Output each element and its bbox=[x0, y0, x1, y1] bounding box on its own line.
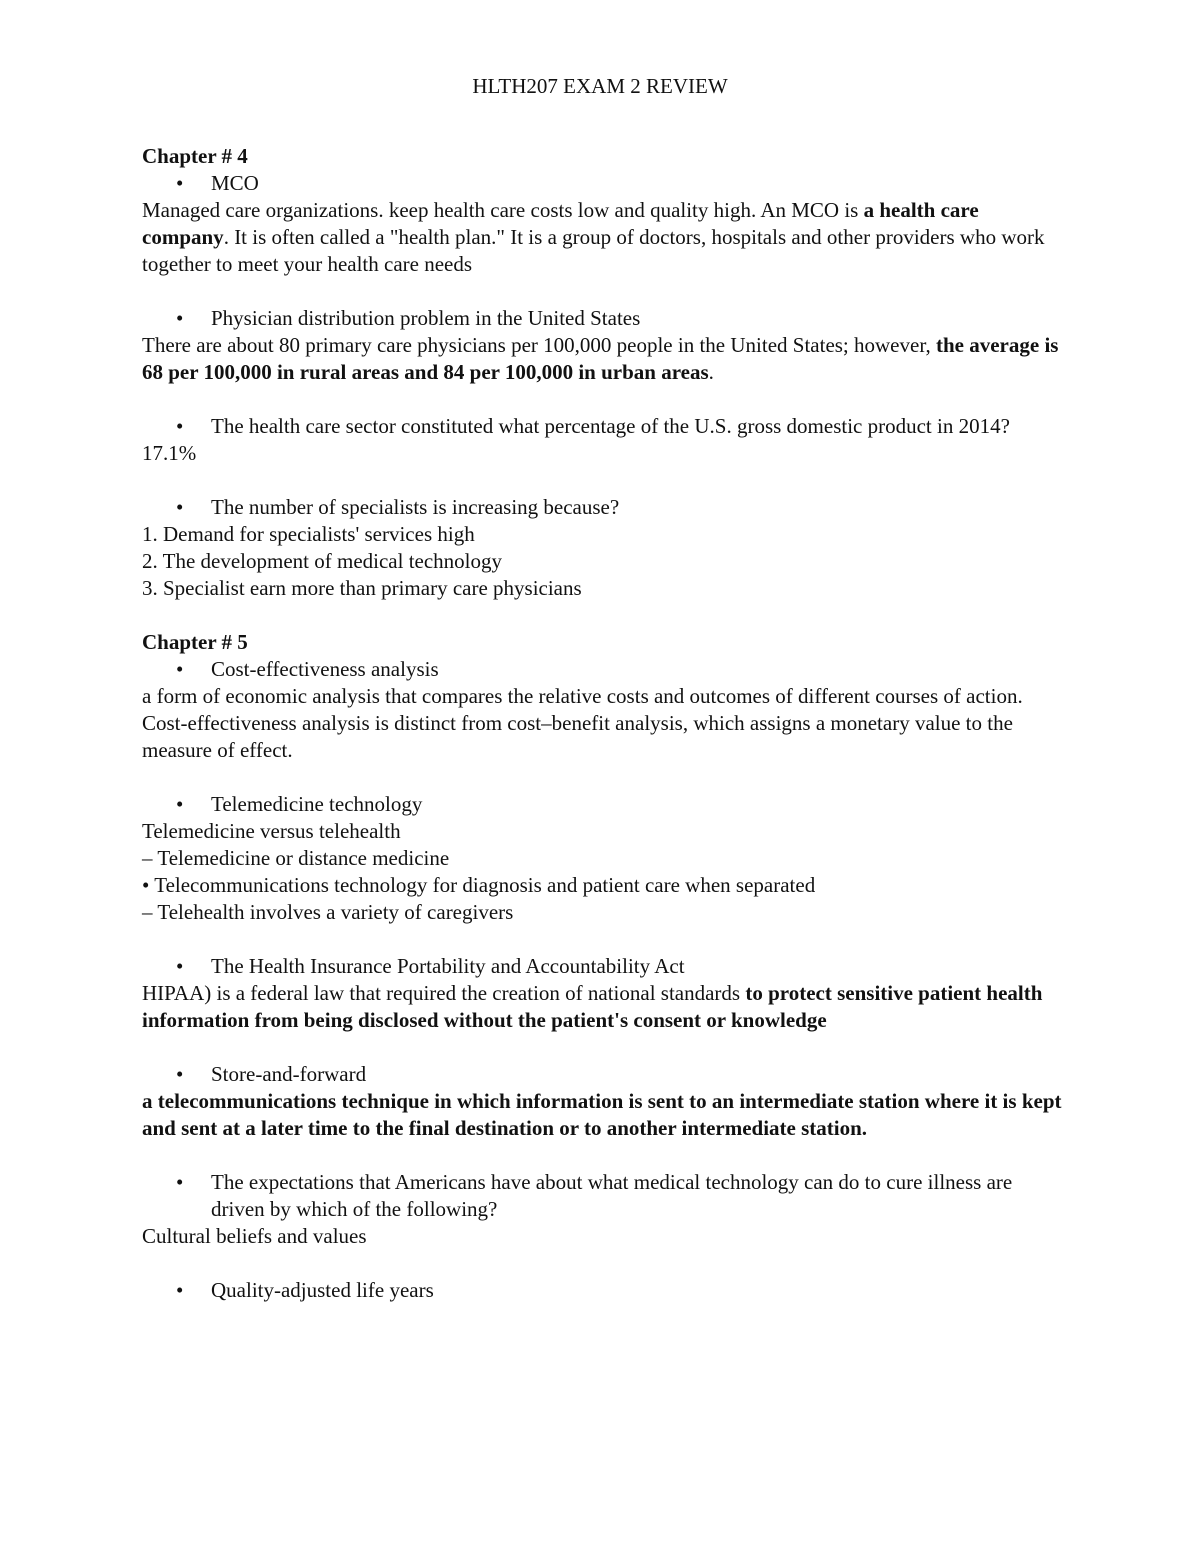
para-text: . It is often called a "health plan." It is a group of doctors, hospitals and other providers who work together to meet your health care needs bbox=[142, 225, 1045, 276]
physician-distribution-answer bbox=[142, 332, 1062, 386]
para-text: There are about 80 primary care physicians per 100,000 people in the United States; however, bbox=[142, 333, 936, 357]
bullet-text: Telemedicine technology bbox=[211, 792, 423, 816]
para-bold: the average is 68 per 100,000 in rural areas and 84 per 100,000 in urban areas bbox=[142, 333, 1059, 384]
bullet-dot: • bbox=[176, 414, 184, 438]
bullet-text: Quality-adjusted life years bbox=[211, 1278, 434, 1302]
bullet-item-qaly bbox=[142, 1277, 1062, 1304]
bullet-dot: • bbox=[176, 306, 184, 330]
bullet-item-mco bbox=[142, 170, 1062, 197]
bullet-dot: • bbox=[176, 792, 184, 816]
bullet-item-gdp bbox=[142, 413, 1062, 440]
bullet-item-store-and-forward bbox=[142, 1061, 1062, 1088]
hipaa-definition bbox=[142, 980, 1062, 1034]
bullet-text: The health care sector constituted what percentage of the U.S. gross domestic product in 2014? bbox=[211, 414, 1010, 438]
para-text: HIPAA) is a federal law that required the creation of national standards bbox=[142, 981, 746, 1005]
bullet-text: Physician distribution problem in the United States bbox=[211, 306, 641, 330]
bullet-text: MCO bbox=[211, 171, 259, 195]
bullet-dot: • bbox=[176, 1062, 184, 1086]
telemedicine-line: Telemedicine versus telehealth bbox=[142, 819, 401, 843]
cost-effectiveness-definition: a form of economic analysis that compares the relative costs and outcomes of different courses of action. Cost-effectiveness analysis is distinct from cost–benefit analysis, which assigns a monetary value to the measure of effect. bbox=[142, 684, 1023, 762]
bullet-dot: • bbox=[176, 1278, 184, 1302]
document-body bbox=[142, 143, 1062, 1304]
telemedicine-line: – Telemedicine or distance medicine bbox=[142, 846, 450, 870]
telemedicine-line: • Telecommunications technology for diagnosis and patient care when separated bbox=[142, 873, 816, 897]
bullet-text: The expectations that Americans have about what medical technology can do to cure illness are driven by which of the following? bbox=[211, 1170, 1013, 1221]
bullet-item-cost-effectiveness bbox=[142, 656, 1062, 683]
bullet-item-telemedicine bbox=[142, 791, 1062, 818]
bullet-text: Store-and-forward bbox=[211, 1062, 367, 1086]
bullet-dot: • bbox=[176, 495, 184, 519]
gdp-answer: 17.1% bbox=[142, 441, 197, 465]
bullet-dot: • bbox=[176, 954, 184, 978]
mco-definition bbox=[142, 197, 1062, 278]
specialists-reason: 2. The development of medical technology bbox=[142, 549, 503, 573]
bullet-item-specialists bbox=[142, 494, 1062, 521]
para-bold: a telecommunications technique in which information is sent to an intermediate station where it is kept and sent at a later time to the final destination or to another intermediate station. bbox=[142, 1089, 1062, 1140]
bullet-dot: • bbox=[176, 1170, 184, 1194]
para-text: Managed care organizations. keep health care costs low and quality high. An MCO is bbox=[142, 198, 864, 222]
store-and-forward-definition bbox=[142, 1088, 1062, 1142]
bullet-item-physician-distribution bbox=[142, 305, 1062, 332]
bullet-text: Cost-effectiveness analysis bbox=[211, 657, 439, 681]
document-title: HLTH207 EXAM 2 REVIEW bbox=[472, 74, 728, 98]
bullet-text: The Health Insurance Portability and Accountability Act bbox=[211, 954, 685, 978]
bullet-item-hipaa bbox=[142, 953, 1062, 980]
bullet-dot: • bbox=[176, 657, 184, 681]
specialists-reason: 1. Demand for specialists' services high bbox=[142, 522, 475, 546]
telemedicine-line: – Telehealth involves a variety of caregivers bbox=[142, 900, 514, 924]
para-bold: to protect sensitive patient health information from being disclosed without the patient's consent or knowledge bbox=[142, 981, 1043, 1032]
para-text: . bbox=[708, 360, 714, 384]
bullet-item-expectations bbox=[142, 1169, 1062, 1223]
bullet-text: The number of specialists is increasing because? bbox=[211, 495, 620, 519]
specialists-reason: 3. Specialist earn more than primary care physicians bbox=[142, 576, 582, 600]
para-bold: a health care company bbox=[142, 198, 979, 249]
chapter-4-heading: Chapter # 4 bbox=[142, 144, 248, 168]
chapter-5-heading: Chapter # 5 bbox=[142, 630, 248, 654]
bullet-dot: • bbox=[176, 171, 184, 195]
expectations-answer: Cultural beliefs and values bbox=[142, 1224, 367, 1248]
